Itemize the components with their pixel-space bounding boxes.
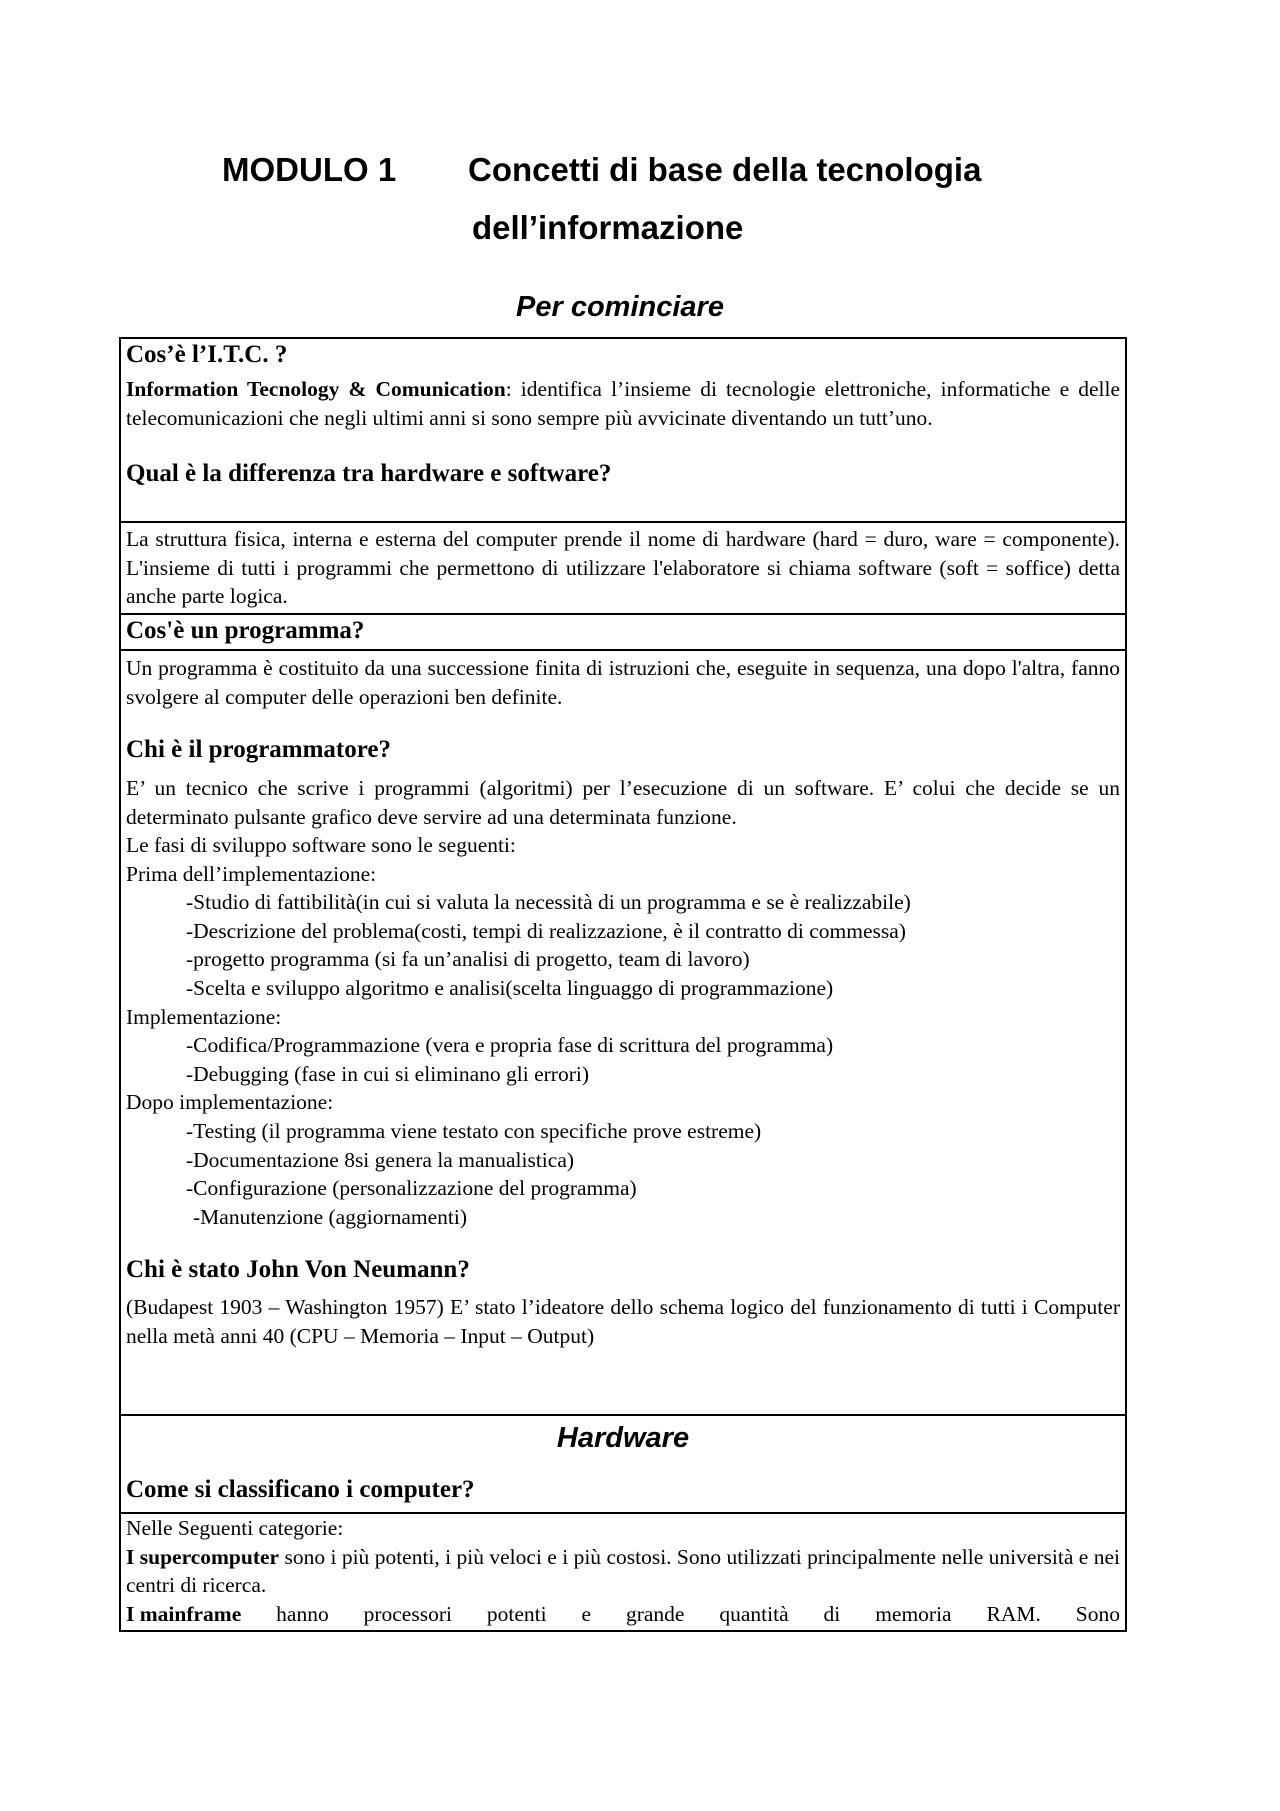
question-heading: Cos’è l’I.T.C. ?	[126, 341, 288, 368]
box-programma-heading	[119, 613, 1127, 651]
section-subtitle: Per cominciare	[516, 291, 724, 323]
bold-term: Information Tecnology & Comunication	[126, 377, 506, 401]
list-item: -progetto programma (si fa un’analisi di progetto, team di lavoro)	[186, 947, 750, 972]
list-group-label: Prima dell’implementazione:	[126, 861, 377, 886]
answer-intro: Nelle Seguenti categorie:	[126, 1516, 344, 1540]
box-hw-sw	[119, 521, 1127, 615]
module-title-cont: dell’informazione	[472, 209, 744, 246]
list-intro: Le fasi di sviluppo software sono le seguenti:	[126, 833, 516, 857]
list-group-label: Dopo implementazione:	[126, 1090, 334, 1115]
box-main	[119, 649, 1127, 1416]
answer-text-line: I mainframe hanno processori potenti e grande quantità di memoria RAM. Sono	[126, 1601, 1120, 1626]
bold-term: I mainframe	[126, 1601, 242, 1626]
section-heading: Hardware	[556, 1422, 690, 1454]
answer-text: (Budapest 1903 – Washington 1957) E’ stato l’ideatore dello schema logico del funzionamento di tutti i Computer nella metà anni 40 (CPU – Memoria – Input – Output)	[126, 1295, 1120, 1348]
module-title: Concetti di base della tecnologia	[468, 151, 982, 188]
question-heading: Chi è stato John Von Neumann?	[126, 1256, 470, 1284]
answer-text: La struttura fisica, interna e esterna del computer prende il nome di hardware (hard = duro, ware = componente). L'insieme di tutti i programmi che permettono di utilizzare l'elaboratore si chiama software (soft = soffice) detta anche parte logica.	[126, 527, 1120, 608]
box-classificazione	[119, 1512, 1127, 1632]
question-heading: Cos'è un programma?	[126, 617, 365, 644]
list-item: -Manutenzione (aggiornamenti)	[193, 1204, 468, 1229]
list-item: -Configurazione (personalizzazione del programma)	[186, 1176, 637, 1201]
list-item: -Studio di fattibilità(in cui si valuta la necessità di un programma e se è realizzabile)	[186, 890, 911, 915]
question-heading: Qual è la differenza tra hardware e software?	[126, 460, 612, 487]
list-item: -Scelta e sviluppo algoritmo e analisi(scelta linguaggo di programmazione)	[186, 975, 834, 1000]
list-item: -Codifica/Programmazione (vera e propria fase di scrittura del programma)	[186, 1033, 834, 1058]
module-number: MODULO 1	[222, 151, 397, 188]
question-heading: Chi è il programmatore?	[126, 736, 392, 763]
question-heading: Come si classificano i computer?	[126, 1476, 475, 1503]
answer-text: Information Tecnology & Comunication: identifica l’insieme di tecnologie elettroniche, informatiche e delle telecomunicazioni che negli ultimi anni si sono sempre più avvicinate diventando un tutt’uno.	[126, 377, 1121, 430]
answer-text: Un programma è costituito da una successione finita di istruzioni che, eseguite in sequenza, una dopo l'altra, fanno svolgere al computer delle operazioni ben definite.	[126, 656, 1120, 709]
list-item: -Descrizione del problema(costi, tempi di realizzazione, è il contratto di commessa)	[186, 918, 906, 943]
list-group-label: Implementazione:	[126, 1004, 282, 1029]
list-item: -Debugging (fase in cui si eliminano gli errori)	[186, 1061, 590, 1086]
answer-text: E’ un tecnico che scrive i programmi (algoritmi) per l’esecuzione di un software. E’ colui che decide se un determinato pulsante grafico deve servire ad una determinata funzione.	[126, 776, 1120, 829]
list-item: -Documentazione 8si genera la manualistica)	[186, 1147, 575, 1172]
box-hardware-heading	[119, 1414, 1127, 1514]
answer-text: I supercomputer sono i più potenti, i più veloci e i più costosi. Sono utilizzati principalmente nelle università e nei centri di ricerca.	[126, 1544, 1120, 1598]
list-item: -Testing (il programma viene testato con specifiche prove estreme)	[186, 1118, 762, 1143]
box-itc	[119, 337, 1127, 523]
bold-term: I supercomputer	[126, 1544, 280, 1569]
